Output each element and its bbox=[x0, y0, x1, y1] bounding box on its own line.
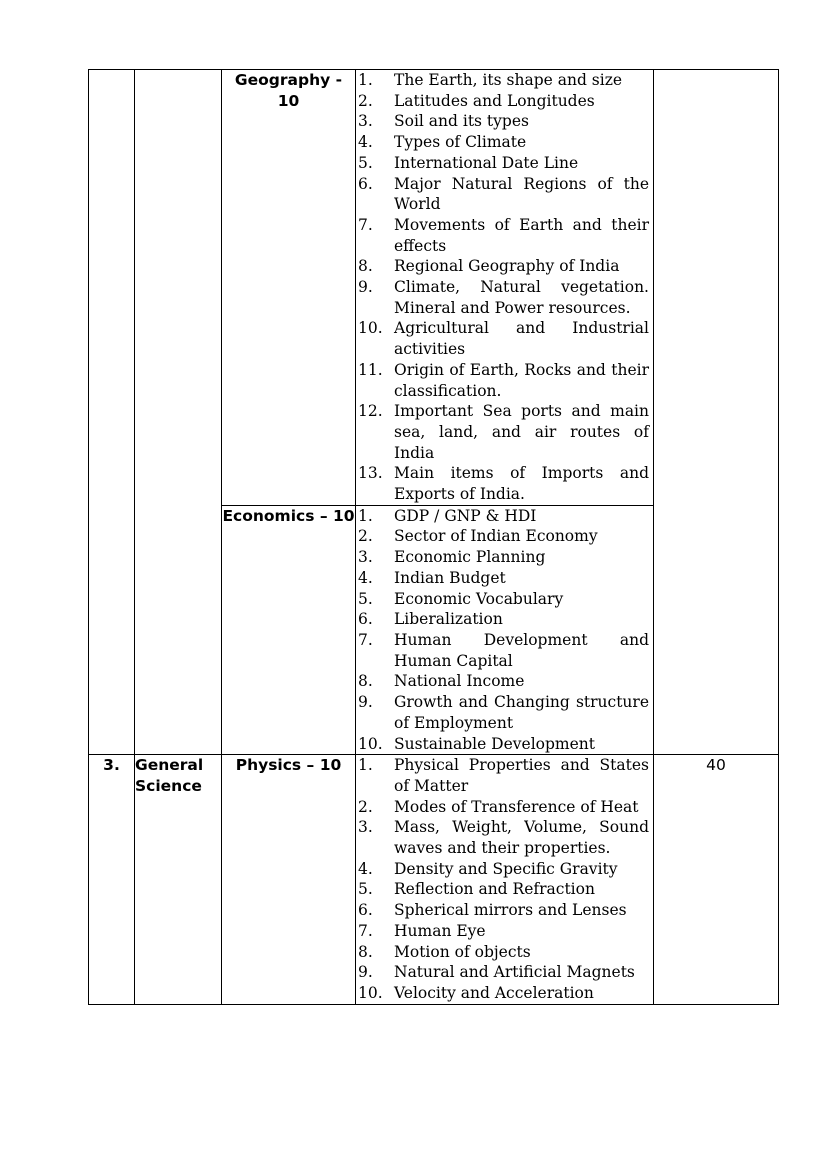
item-text: Mass, Weight, Volume, Sound waves and their properties. bbox=[394, 818, 649, 858]
list-item bbox=[358, 630, 649, 671]
item-text: International Date Line bbox=[394, 153, 579, 172]
item-text: Agricultural and Industrial activities bbox=[394, 319, 649, 359]
list-item bbox=[358, 506, 649, 527]
list-item bbox=[358, 734, 649, 755]
items-cell-geography bbox=[356, 70, 654, 506]
item-number: 2. bbox=[358, 91, 373, 110]
item-number: 8. bbox=[358, 942, 373, 961]
item-text: Indian Budget bbox=[394, 568, 506, 587]
item-number: 7. bbox=[358, 630, 373, 649]
list-item bbox=[358, 132, 649, 153]
list-item bbox=[358, 360, 649, 401]
item-number: 1. bbox=[358, 506, 373, 525]
item-number: 6. bbox=[358, 901, 373, 920]
item-text: The Earth, its shape and size bbox=[394, 71, 623, 89]
list-item bbox=[358, 277, 649, 318]
item-text: Types of Climate bbox=[394, 133, 527, 152]
list-item bbox=[358, 215, 649, 256]
marks-cell bbox=[654, 70, 779, 755]
list-item bbox=[358, 921, 649, 942]
item-text: Natural and Artificial Magnets bbox=[394, 963, 635, 982]
list-item bbox=[358, 91, 649, 112]
item-text: Main items of Imports and Exports of India. bbox=[394, 464, 649, 504]
list-item bbox=[358, 568, 649, 589]
item-number: 4. bbox=[358, 859, 373, 878]
items-cell-physics bbox=[356, 755, 654, 1004]
topic-list bbox=[356, 70, 653, 505]
item-number: 5. bbox=[358, 153, 373, 172]
list-item bbox=[358, 153, 649, 174]
list-item bbox=[358, 692, 649, 733]
list-item bbox=[358, 859, 649, 880]
item-text: Growth and Changing structure of Employment bbox=[394, 693, 649, 732]
item-text: Origin of Earth, Rocks and their classification. bbox=[394, 360, 649, 400]
item-number: 2. bbox=[358, 797, 373, 816]
item-number: 8. bbox=[358, 672, 373, 691]
item-text: Liberalization bbox=[394, 610, 503, 629]
topic-cell-geography: Geography - 10 bbox=[222, 70, 356, 506]
item-number: 1. bbox=[358, 756, 373, 775]
item-number: 9. bbox=[358, 693, 373, 712]
table-row-geography bbox=[89, 70, 779, 506]
item-number: 10. bbox=[358, 983, 383, 1002]
list-item bbox=[358, 671, 649, 692]
item-number: 6. bbox=[358, 610, 373, 629]
list-item bbox=[358, 962, 649, 983]
topic-list bbox=[356, 506, 653, 754]
item-number: 7. bbox=[358, 921, 373, 940]
item-number: 3. bbox=[358, 112, 373, 131]
item-text: Latitudes and Longitudes bbox=[394, 91, 595, 110]
item-number: 10. bbox=[358, 734, 383, 753]
list-item bbox=[358, 797, 649, 818]
serial-number-cell bbox=[89, 70, 135, 755]
item-number: 7. bbox=[358, 215, 373, 234]
item-text: Movements of Earth and their effects bbox=[394, 215, 649, 255]
item-text: Economic Planning bbox=[394, 548, 546, 567]
item-number: 13. bbox=[358, 464, 383, 483]
item-text: Major Natural Regions of the World bbox=[394, 174, 649, 214]
list-item bbox=[358, 318, 649, 359]
list-item bbox=[358, 111, 649, 132]
item-text: Climate, Natural vegetation. Mineral and Power resources. bbox=[394, 278, 649, 317]
item-text: Physical Properties and States of Matter bbox=[394, 756, 649, 795]
topic-cell-economics: Economics – 10 bbox=[222, 505, 356, 754]
list-item bbox=[358, 755, 649, 796]
list-item bbox=[358, 70, 649, 91]
list-item bbox=[358, 879, 649, 900]
list-item bbox=[358, 589, 649, 610]
item-number: 5. bbox=[358, 880, 373, 899]
topic-cell-physics: Physics – 10 bbox=[222, 755, 356, 1004]
item-number: 12. bbox=[358, 402, 383, 421]
item-number: 11. bbox=[358, 360, 383, 379]
list-item bbox=[358, 256, 649, 277]
item-number: 3. bbox=[358, 818, 373, 837]
item-text: Economic Vocabulary bbox=[394, 589, 564, 608]
item-text: Spherical mirrors and Lenses bbox=[394, 901, 627, 920]
item-number: 4. bbox=[358, 133, 373, 152]
item-text: National Income bbox=[394, 672, 525, 691]
item-number: 1. bbox=[358, 71, 373, 89]
item-text: Sector of Indian Economy bbox=[394, 527, 598, 546]
item-number: 8. bbox=[358, 257, 373, 276]
list-item bbox=[358, 526, 649, 547]
item-number: 9. bbox=[358, 278, 373, 297]
item-number: 2. bbox=[358, 527, 373, 546]
item-text: Human Development and Human Capital bbox=[394, 630, 649, 670]
item-text: Density and Specific Gravity bbox=[394, 859, 618, 878]
item-text: Modes of Transference of Heat bbox=[394, 797, 639, 816]
item-number: 6. bbox=[358, 174, 373, 193]
item-text: GDP / GNP & HDI bbox=[394, 506, 537, 525]
item-text: Regional Geography of India bbox=[394, 257, 620, 276]
item-number: 5. bbox=[358, 589, 373, 608]
item-text: Velocity and Acceleration bbox=[394, 983, 594, 1002]
list-item bbox=[358, 942, 649, 963]
item-number: 9. bbox=[358, 963, 373, 982]
list-item bbox=[358, 463, 649, 504]
list-item bbox=[358, 547, 649, 568]
list-item bbox=[358, 609, 649, 630]
list-item bbox=[358, 900, 649, 921]
serial-number-cell: 3. bbox=[89, 755, 135, 1004]
marks-cell: 40 bbox=[654, 755, 779, 1004]
item-text: Sustainable Development bbox=[394, 734, 596, 753]
subject-cell bbox=[135, 70, 222, 755]
item-text: Soil and its types bbox=[394, 112, 529, 131]
list-item bbox=[358, 983, 649, 1004]
table-row-physics bbox=[89, 755, 779, 1004]
list-item bbox=[358, 817, 649, 858]
item-text: Motion of objects bbox=[394, 942, 531, 961]
item-text: Human Eye bbox=[394, 921, 486, 940]
subject-cell: General Science bbox=[135, 755, 222, 1004]
item-number: 10. bbox=[358, 319, 383, 338]
list-item bbox=[358, 174, 649, 215]
item-number: 4. bbox=[358, 568, 373, 587]
syllabus-table bbox=[88, 69, 779, 1005]
item-text: Reflection and Refraction bbox=[394, 880, 595, 899]
item-text: Important Sea ports and main sea, land, and air routes of India bbox=[394, 402, 649, 462]
items-cell-economics bbox=[356, 505, 654, 754]
list-item bbox=[358, 401, 649, 463]
item-number: 3. bbox=[358, 548, 373, 567]
topic-list bbox=[356, 755, 653, 1003]
